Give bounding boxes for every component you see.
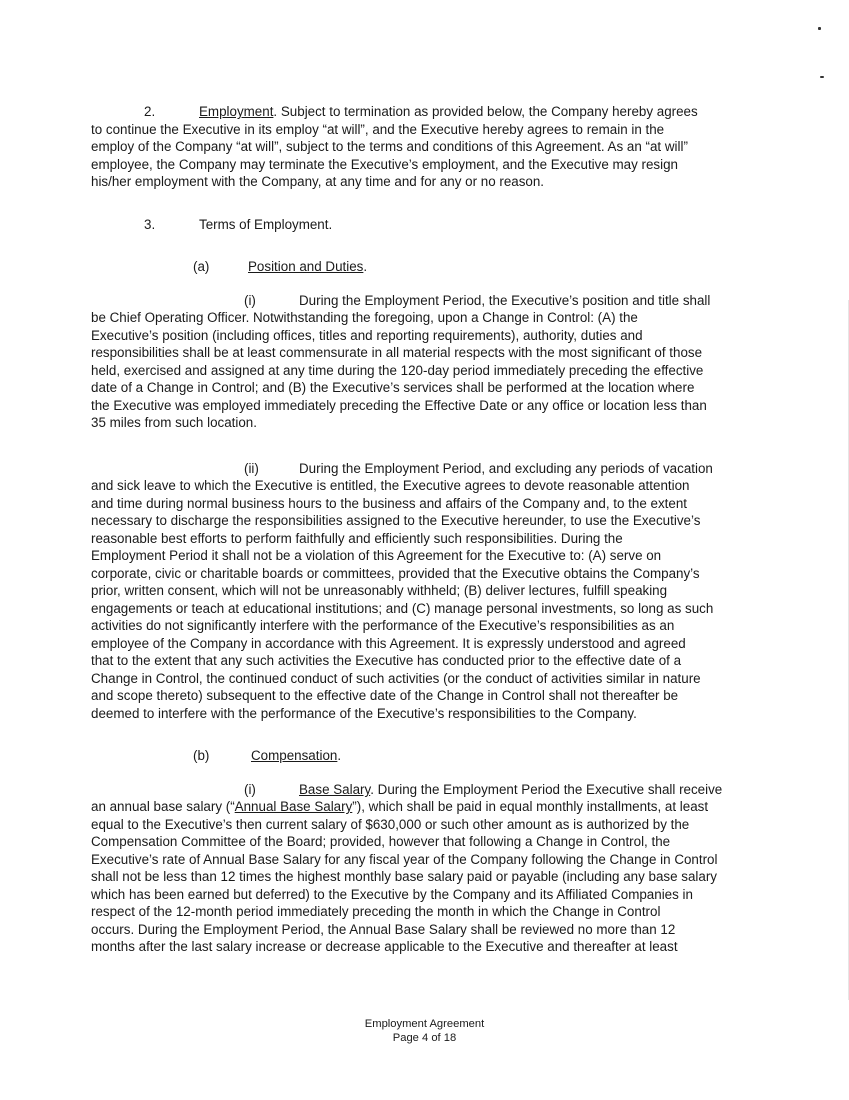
para-b-i-line-10: months after the last salary increase or decrease applicable to the Executive and thereafter at least	[91, 939, 678, 954]
para-a-i-line-2: be Chief Operating Officer. Notwithstanding the foregoing, upon a Change in Control: (A) the	[91, 310, 638, 325]
para-a-ii-line-2: and sick leave to which the Executive is entitled, the Executive agrees to devote reasonable attention	[91, 478, 690, 493]
para-b-i-line-4: Compensation Committee of the Board; provided, however that following a Change in Control, the	[91, 834, 671, 849]
para-a-ii-label: (ii)	[244, 461, 259, 476]
para-a-ii-line-7: corporate, civic or charitable boards or committees, provided that the Executive obtains the Company’s	[91, 566, 700, 581]
para-b-i-line-8: respect of the 12-month period immediately preceding the month in which the Change in Control	[91, 904, 661, 919]
subsection-b-label: (b)	[193, 748, 210, 763]
para-a-ii-line-14: and scope thereto) subsequent to the effective date of the Change in Control shall not thereafter be	[91, 688, 679, 703]
para-b-i-line-5: Executive’s rate of Annual Base Salary for any fiscal year of the Company following the Change in Control	[91, 852, 718, 867]
para-b-i-line-7: which has been earned but deferred) to the Executive by the Company and its Affiliated Companies in	[91, 887, 693, 902]
footer-title: Employment Agreement	[364, 1018, 485, 1030]
para-a-ii-line-9: engagements or teach at educational institutions; and (C) manage personal investments, so long as such	[91, 601, 714, 616]
subsection-a-heading: Position and Duties.	[248, 259, 368, 274]
para-a-i-line-4: responsibilities shall be at least commensurate in all material respects with the most significant of those	[91, 345, 703, 360]
para-a-i-line-7: the Executive was employed immediately preceding the Effective Date or any office or location less than	[91, 398, 707, 413]
para-a-ii-line-8: prior, written consent, which will not be unreasonably withheld; (B) deliver lectures, fulfill speaking	[91, 583, 668, 598]
para-a-i-label: (i)	[244, 293, 256, 308]
para-a-ii-line-3: and time during normal business hours to the business and affairs of the Company and, to the extent	[91, 496, 687, 511]
para-b-i-line-6: shall not be less than 12 times the highest monthly base salary paid or payable (including any base salary	[91, 869, 718, 884]
section-2-line-2: to continue the Executive in its employ “at will”, and the Executive hereby agrees to remain in the	[91, 122, 665, 137]
para-b-i-line-9: occurs. During the Employment Period, the Annual Base Salary shall be reviewed no more than 12	[91, 922, 676, 937]
defined-term: Annual Base Salary	[234, 799, 353, 814]
section-2-line-3: employ of the Company “at will”, subject to the terms and conditions of this Agreement. As an “at will”	[91, 139, 688, 154]
para-a-ii-line-11: employee of the Company in accordance with this Agreement. It is expressly understood and agreed	[91, 636, 686, 651]
para-a-i-line-6: date of a Change in Control; and (B) the Executive’s services shall be performed at the location where	[91, 380, 695, 395]
section-2-heading: Employment. Subject to termination as provided below, the Company hereby agrees	[199, 104, 698, 119]
para-b-i-heading: Base Salary. During the Employment Period the Executive shall receive	[299, 782, 723, 797]
section-2-line-5: his/her employment with the Company, at any time and for any or no reason.	[91, 174, 545, 189]
subsection-a-label: (a)	[193, 259, 210, 274]
para-a-ii-line-4: necessary to discharge the responsibilities assigned to the Executive hereunder, to use the Executive’s	[91, 513, 701, 528]
section-2-number: 2.	[144, 104, 156, 119]
para-a-ii-line-10: activities do not significantly interfere with the performance of the Executive’s responsibilities as an	[91, 618, 675, 633]
scan-mark	[818, 27, 821, 30]
para-b-i-line-2: an annual base salary (“Annual Base Salary”), which shall be paid in equal monthly installments, at least	[91, 799, 709, 814]
para-a-ii-line-12: that to the extent that any such activities the Executive has conducted prior to the effective date of a	[91, 653, 682, 668]
para-a-ii-line-13: Change in Control, the continued conduct of such activities (or the conduct of activities similar in nature	[91, 671, 701, 686]
subsection-b-heading: Compensation.	[251, 748, 342, 763]
scan-mark	[820, 76, 824, 78]
para-a-ii-line-6: Employment Period it shall not be a violation of this Agreement for the Executive to: (A) serve on	[91, 548, 662, 563]
section-2-line-4: employee, the Company may terminate the Executive’s employment, and the Executive may resign	[91, 157, 678, 172]
para-a-ii-line-5: reasonable best efforts to perform faithfully and efficiently such responsibilities. During the	[91, 531, 623, 546]
para-a-i-line-8: 35 miles from such location.	[91, 415, 257, 430]
para-b-i-label: (i)	[244, 782, 256, 797]
para-a-ii-line-15: deemed to interfere with the performance of the Executive’s responsibilities to the Company.	[91, 706, 637, 721]
para-a-i-line-5: held, exercised and assigned at any time during the 120-day period immediately preceding the effective	[91, 363, 704, 378]
section-3-number: 3.	[144, 217, 156, 232]
para-b-i-line-3: equal to the Executive’s then current salary of $630,000 or such other amount as is authorized by the	[91, 817, 690, 832]
section-3-heading: Terms of Employment.	[199, 217, 333, 232]
para-a-i-line-3: Executive’s position (including offices, titles and reporting requirements), authority, duties and	[91, 328, 643, 343]
para-a-ii-text: During the Employment Period, and excluding any periods of vacation	[299, 461, 713, 476]
para-a-i-text: During the Employment Period, the Executive’s position and title shall	[299, 293, 711, 308]
footer-page-number: Page 4 of 18	[392, 1032, 457, 1044]
